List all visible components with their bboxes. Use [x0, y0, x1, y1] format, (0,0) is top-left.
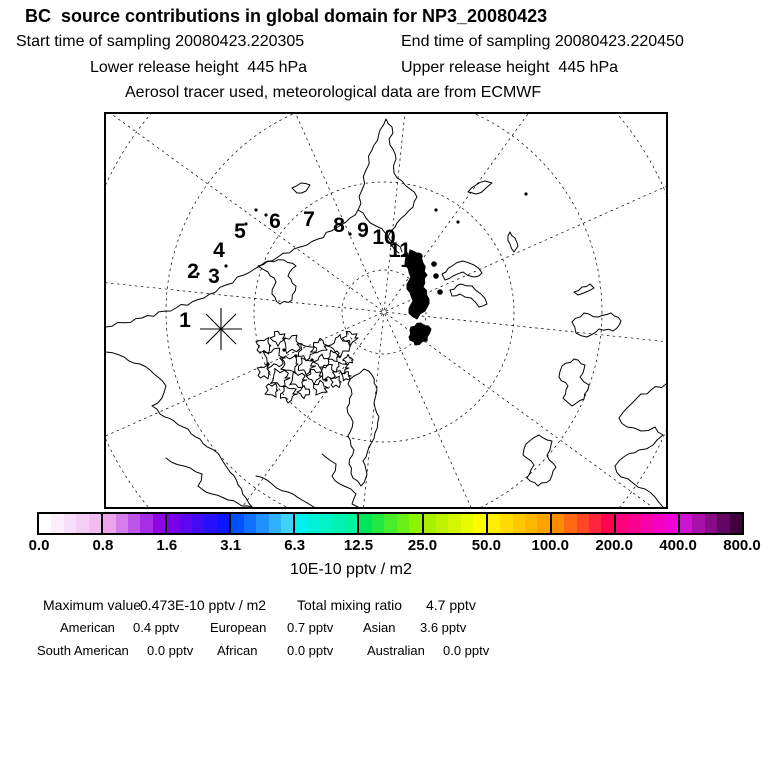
colorbar-tick-label: 50.0 [471, 537, 501, 554]
colorbar-step [308, 514, 320, 533]
colorbar-step [384, 514, 396, 533]
colorbar-step [666, 514, 678, 533]
trajectory-point-label: 12 [400, 249, 424, 272]
colorbar-step [537, 514, 549, 533]
contribution-region-label: South American [37, 643, 129, 658]
colorbar-step [128, 514, 140, 533]
colorbar-step [525, 514, 537, 533]
contribution-region-value: 3.6 pptv [420, 620, 467, 635]
trajectory-point-label: 5 [234, 220, 246, 243]
colorbar-step [76, 514, 88, 533]
colorbar-step [140, 514, 152, 533]
contribution-region-label: Asian [363, 620, 396, 635]
colorbar-step [680, 514, 692, 533]
contribution-region-label: Australian [367, 643, 425, 658]
colorbar-step [103, 514, 115, 533]
start-time-text: Start time of sampling 20080423.220305 [16, 33, 305, 50]
max-value-label: Maximum value [43, 597, 142, 613]
colorbar-step [577, 514, 589, 533]
trajectory-point-label: 8 [333, 214, 345, 237]
trajectory-point-label: 10 [372, 226, 396, 249]
colorbar-tick-label: 25.0 [407, 537, 438, 554]
colorbar-segment [357, 514, 421, 533]
contribution-region-value: 0.0 pptv [287, 643, 334, 658]
colorbar-step [500, 514, 512, 533]
colorbar-step [204, 514, 216, 533]
polar-map [104, 112, 668, 509]
colorbar-step [231, 514, 243, 533]
max-value-number: 0.473E-10 pptv / m2 [140, 597, 267, 613]
colorbar-step [628, 514, 640, 533]
colorbar-segment [293, 514, 357, 533]
lower-release-text: Lower release height 445 hPa [90, 59, 308, 76]
colorbar-tick-label: 200.0 [595, 537, 633, 554]
colorbar-segment [422, 514, 486, 533]
upper-release-text: Upper release height 445 hPa [401, 59, 619, 76]
colorbar-step [513, 514, 525, 533]
colorbar-step [244, 514, 256, 533]
colorbar-step [653, 514, 665, 533]
colorbar-segment [614, 514, 678, 533]
colorbar-segment [165, 514, 229, 533]
colorbar-tick-label: 0.0 [28, 537, 50, 554]
colorbar-tick-label: 0.8 [92, 537, 114, 554]
trajectory-point-label: 11 [388, 239, 412, 262]
colorbar-step [64, 514, 76, 533]
contribution-region-value: 0.0 pptv [443, 643, 490, 658]
colorbar-tick-label: 6.3 [284, 537, 306, 554]
colorbar-step [345, 514, 357, 533]
contribution-region-label: European [210, 620, 267, 635]
colorbar-step [616, 514, 628, 533]
colorbar-step [601, 514, 613, 533]
colorbar-step [281, 514, 293, 533]
trajectory-point-label: 2 [187, 260, 199, 283]
colorbar-tick-label: 1.6 [156, 537, 178, 554]
colorbar-segment [486, 514, 550, 533]
colorbar-step [424, 514, 436, 533]
asterisk-marker-icon [200, 308, 242, 350]
colorbar-step [320, 514, 332, 533]
colorbar-step [116, 514, 128, 533]
colorbar-step [473, 514, 485, 533]
colorbar-segment [550, 514, 614, 533]
colorbar-step [692, 514, 704, 533]
colorbar-step [397, 514, 409, 533]
figure-title: BC source contributions in global domain for NP3_20080423 [25, 6, 548, 26]
contribution-region-label: American [60, 620, 115, 635]
colorbar-step [256, 514, 268, 533]
trajectory-point-label: 6 [269, 210, 281, 233]
colorbar-step [448, 514, 460, 533]
contribution-region-label: African [217, 643, 258, 658]
colorbar-step [295, 514, 307, 533]
colorbar-step [488, 514, 500, 533]
colorbar-tick-label: 3.1 [220, 537, 242, 554]
colorbar-step [436, 514, 448, 533]
polar-map-svg [106, 114, 666, 507]
colorbar-step [705, 514, 717, 533]
trajectory-point-label: 1 [179, 309, 191, 332]
colorbar-step [217, 514, 229, 533]
colorbar-tick-label: 800.0 [723, 537, 761, 554]
contribution-region-value: 0.7 pptv [287, 620, 334, 635]
colorbar-step [192, 514, 204, 533]
colorbar-step [180, 514, 192, 533]
colorbar-unit-label: 10E-10 pptv / m2 [290, 561, 412, 578]
colorbar-step [409, 514, 421, 533]
total-mixing-ratio-value: 4.7 pptv [426, 597, 476, 613]
colorbar-tick-label: 100.0 [531, 537, 570, 554]
trajectory-point-label: 4 [213, 239, 225, 262]
trajectory-point-label: 9 [357, 219, 369, 242]
colorbar-step [333, 514, 345, 533]
colorbar-step [89, 514, 101, 533]
tracer-note-text: Aerosol tracer used, meteorological data are from ECMWF [125, 84, 542, 101]
trajectory-point-label: 7 [303, 208, 315, 231]
colorbar-step [564, 514, 576, 533]
colorbar-step [589, 514, 601, 533]
colorbar-step [167, 514, 179, 533]
total-mixing-ratio-label: Total mixing ratio [297, 597, 403, 613]
contribution-region-value: 0.4 pptv [133, 620, 180, 635]
colorbar-step [153, 514, 165, 533]
colorbar-step [372, 514, 384, 533]
colorbar-step [359, 514, 371, 533]
colorbar-tick-labels [28, 537, 761, 557]
colorbar-step [51, 514, 63, 533]
trajectory-point-label: 3 [208, 265, 220, 288]
colorbar-step [552, 514, 564, 533]
colorbar [37, 512, 744, 535]
colorbar-tick-label: 12.5 [343, 537, 374, 554]
colorbar-segment [39, 514, 101, 533]
colorbar-step [730, 514, 742, 533]
colorbar-step [39, 514, 51, 533]
end-time-text: End time of sampling 20080423.220450 [401, 33, 684, 50]
colorbar-step [461, 514, 473, 533]
colorbar-segment [101, 514, 165, 533]
colorbar-step [641, 514, 653, 533]
trajectory-numbers [179, 208, 424, 332]
colorbar-segment [678, 514, 742, 533]
colorbar-step [269, 514, 281, 533]
colorbar-segment [229, 514, 293, 533]
contribution-region-value: 0.0 pptv [147, 643, 194, 658]
colorbar-step [717, 514, 729, 533]
colorbar-tick-label: 400.0 [659, 537, 697, 554]
